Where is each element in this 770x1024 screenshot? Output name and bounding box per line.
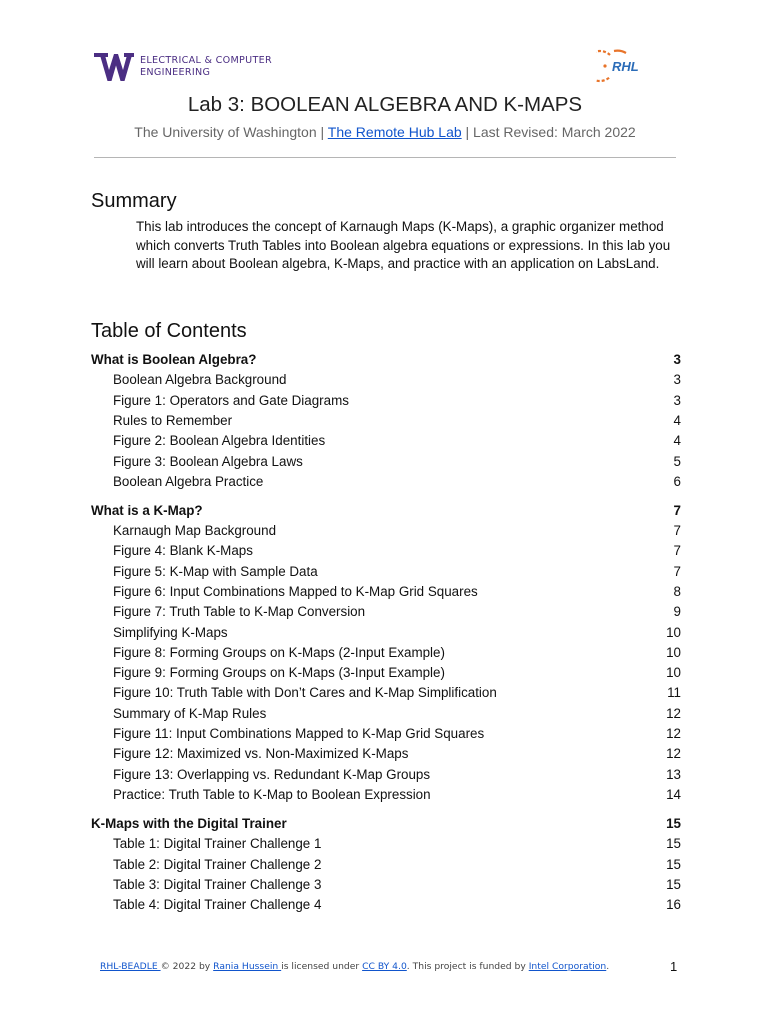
toc-entry-page: 3 (673, 372, 681, 387)
toc-entry[interactable] (91, 604, 681, 622)
toc-entry-page: 12 (666, 726, 681, 741)
summary-text: This lab introduces the concept of Karnaugh Maps (K-Maps), a graphic organizer method which converts Truth Tables into Boolean algebra equations or expressions. In this lab you will learn about Boolean algebra, K-Maps, and practice with an application on LabsLand. (136, 219, 671, 272)
toc-section-entry[interactable] (91, 352, 681, 370)
toc-entry[interactable] (91, 767, 681, 785)
toc-entry-page: 15 (666, 877, 681, 892)
toc-entry-title: Table 4: Digital Trainer Challenge 4 (113, 897, 322, 912)
rhl-logo-text: RHL (612, 59, 639, 74)
footer-text-3: . This project is funded by (406, 961, 529, 972)
toc-entry-title: Figure 3: Boolean Algebra Laws (113, 454, 303, 469)
toc-entry[interactable] (91, 665, 681, 683)
rhl-logo-icon (596, 47, 652, 83)
toc-entry-page: 7 (673, 564, 681, 579)
uw-ece-wordmark (140, 55, 272, 79)
rhl-beadle-link[interactable]: RHL-BEADLE (100, 961, 161, 972)
toc-entry-title: Figure 7: Truth Table to K-Map Conversion (113, 604, 366, 619)
page-number: 1 (670, 959, 678, 974)
toc-entry[interactable] (91, 645, 681, 663)
toc-entry-page: 9 (673, 604, 681, 619)
toc-entry-title: Figure 5: K-Map with Sample Data (113, 564, 318, 579)
toc-entry-title: Boolean Algebra Practice (113, 474, 264, 489)
toc-entry[interactable] (91, 685, 681, 703)
toc-entry-page: 11 (667, 685, 681, 700)
toc-entry-page: 15 (666, 857, 681, 872)
toc-entry[interactable] (91, 454, 681, 472)
toc-entry[interactable] (91, 897, 681, 915)
toc-entry-page: 12 (666, 706, 681, 721)
cc-license-link[interactable]: CC BY 4.0 (362, 961, 407, 972)
toc-entry-title: Figure 10: Truth Table with Don’t Cares and K-Map Simplification (113, 685, 497, 700)
toc-entry-page: 16 (666, 897, 681, 912)
toc-entry[interactable] (91, 726, 681, 744)
toc-entry-title: Figure 11: Input Combinations Mapped to K-Map Grid Squares (113, 726, 485, 741)
toc-entry-title: Table 3: Digital Trainer Challenge 3 (113, 877, 322, 892)
toc-entry-title: Figure 8: Forming Groups on K-Maps (2-Input Example) (113, 645, 445, 660)
toc-entry[interactable] (91, 836, 681, 854)
toc-entry-title: Summary of K-Map Rules (113, 706, 267, 721)
toc-entry-title: Table 1: Digital Trainer Challenge 1 (113, 836, 322, 851)
toc-entry-page: 3 (673, 352, 681, 367)
toc-entry-page: 10 (666, 645, 681, 660)
document-title: Lab 3: BOOLEAN ALGEBRA AND K-MAPS (187, 93, 583, 116)
toc-entry-page: 6 (673, 474, 681, 489)
toc-entry-title: What is Boolean Algebra? (91, 352, 257, 367)
toc-entry-page: 7 (673, 543, 681, 558)
toc-entry[interactable] (91, 877, 681, 895)
toc-section-entry[interactable] (91, 816, 681, 834)
title-divider (94, 157, 676, 158)
toc-entry-page: 10 (666, 665, 681, 680)
uw-ece-line1: ELECTRICAL & COMPUTER (140, 55, 272, 66)
toc-entry-page: 15 (666, 836, 681, 851)
toc-entry-title: Practice: Truth Table to K-Map to Boolean Expression (113, 787, 431, 802)
toc-entry-page: 8 (673, 584, 681, 599)
toc-entry-title: Figure 6: Input Combinations Mapped to K-Map Grid Squares (113, 584, 478, 599)
toc-entry-title: Figure 9: Forming Groups on K-Maps (3-Input Example) (113, 665, 445, 680)
toc-entry-title: Figure 13: Overlapping vs. Redundant K-Map Groups (113, 767, 431, 782)
toc-entry[interactable] (91, 372, 681, 390)
toc-entry-title: What is a K-Map? (91, 503, 203, 518)
toc-entry-page: 3 (673, 393, 681, 408)
toc-entry[interactable] (91, 564, 681, 582)
intel-link[interactable]: Intel Corporation (528, 961, 607, 972)
toc-entry-page: 7 (673, 503, 681, 518)
toc-entry-page: 7 (673, 523, 681, 538)
toc-entry[interactable] (91, 474, 681, 492)
toc-entry[interactable] (91, 706, 681, 724)
toc-heading: Table of Contents (91, 320, 247, 342)
toc-entry[interactable] (91, 433, 681, 451)
toc-entry[interactable] (91, 393, 681, 411)
toc-entry-page: 13 (666, 767, 681, 782)
footer-text-4: . (606, 961, 610, 972)
toc-entry-page: 4 (673, 413, 681, 428)
toc-entry[interactable] (91, 746, 681, 764)
subtitle-suffix: | Last Revised: March 2022 (461, 124, 636, 140)
toc-entry-title: Figure 12: Maximized vs. Non-Maximized K-Maps (113, 746, 409, 761)
toc-entry-title: Figure 1: Operators and Gate Diagrams (113, 393, 349, 408)
toc-entry-title: Figure 4: Blank K-Maps (113, 543, 253, 558)
toc-entry-page: 4 (673, 433, 681, 448)
toc-entry-title: Boolean Algebra Background (113, 372, 287, 387)
remote-hub-lab-link[interactable]: The Remote Hub Lab (327, 124, 462, 140)
toc-entry[interactable] (91, 543, 681, 561)
toc-entry[interactable] (91, 787, 681, 805)
toc-entry-page: 5 (673, 454, 681, 469)
toc-entry-title: K-Maps with the Digital Trainer (91, 816, 287, 831)
toc-entry[interactable] (91, 413, 681, 431)
toc-entry-title: Simplifying K-Maps (113, 625, 228, 640)
uw-w-logo-icon (94, 53, 134, 81)
footer-text-2: is licensed under (281, 961, 363, 972)
summary-heading: Summary (91, 190, 177, 212)
author-link[interactable]: Rania Hussein (213, 961, 282, 972)
toc-entry-title: Table 2: Digital Trainer Challenge 2 (113, 857, 322, 872)
uw-ece-logo (94, 53, 272, 81)
toc-entry-page: 12 (666, 746, 681, 761)
toc-entry-page: 10 (666, 625, 681, 640)
license-footer (100, 961, 609, 972)
toc-entry[interactable] (91, 857, 681, 875)
footer-text-1: © 2022 by (160, 961, 214, 972)
toc-entry-title: Karnaugh Map Background (113, 523, 277, 538)
uw-ece-line2: ENGINEERING (140, 67, 211, 78)
toc-entry[interactable] (91, 584, 681, 602)
subtitle-prefix: The University of Washington | (134, 124, 328, 140)
toc-entry-page: 15 (666, 816, 681, 831)
toc-entry-title: Rules to Remember (113, 413, 233, 428)
toc-entry-title: Figure 2: Boolean Algebra Identities (113, 433, 326, 448)
toc-section-entry[interactable] (91, 503, 681, 521)
toc-entry-page: 14 (666, 787, 681, 802)
toc-entry[interactable] (91, 625, 681, 643)
document-subtitle (0, 124, 770, 140)
toc-entry[interactable] (91, 523, 681, 541)
